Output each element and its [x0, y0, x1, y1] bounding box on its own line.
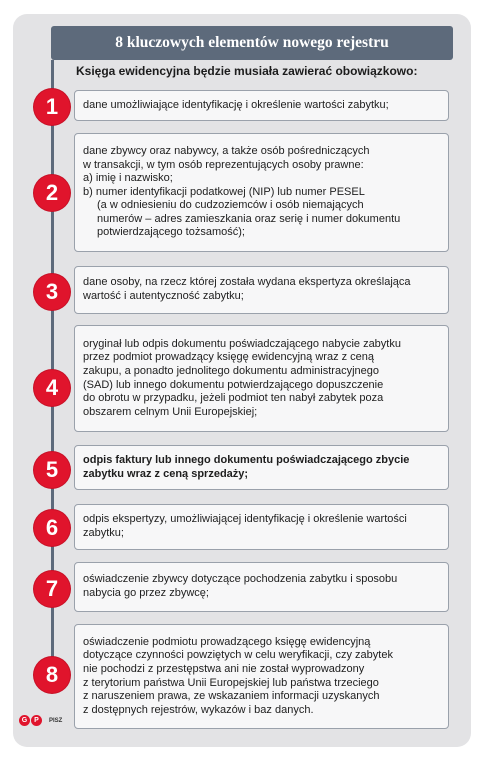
item-text-line: dane osoby, na rzecz której została wydana ekspertyza określająca	[83, 276, 411, 289]
item-number-badge: 4	[34, 370, 70, 406]
item-text-line: dane zbywcy oraz nabywcy, a także osób pośredniczących	[83, 144, 370, 157]
item-text-line: z terytorium państwa Unii Europejskiej lub państwa trzeciego	[83, 676, 379, 689]
item-box-6	[74, 504, 449, 550]
item-box-2	[74, 133, 449, 252]
item-text-line: potwierdzającego tożsamość);	[97, 226, 245, 239]
logo-letter: G	[19, 715, 30, 726]
item-text-line: nabycia go przez zbywcę;	[83, 587, 209, 599]
item-text-line: wartość i autentyczność zabytku;	[83, 290, 244, 302]
item-text-line: a) imię i nazwisko;	[83, 172, 173, 185]
item-number-badge: 7	[34, 571, 70, 607]
item-box-1	[74, 90, 449, 121]
item-text-line: oryginał lub odpis dokumentu poświadczającego nabycie zabytku	[83, 337, 401, 350]
item-number-badge: 1	[34, 89, 70, 125]
item-box-4	[74, 325, 449, 432]
item-text-line: obszarem celnym Unii Europejskiej;	[83, 405, 258, 418]
item-text-line: z dostępnych rejestrów, wykazów i baz danych.	[83, 703, 314, 716]
item-text-line: oświadczenie zbywcy dotyczące pochodzenia zabytku i sposobu	[83, 573, 398, 586]
item-text-line: oświadczenie podmiotu prowadzącego księgę ewidencyjną	[83, 635, 371, 648]
item-number-badge: 5	[34, 452, 70, 488]
page-subtitle: Księga ewidencyjna będzie musiała zawierać obowiązkowo:	[76, 64, 418, 78]
page-title: 8 kluczowych elementów nowego rejestru	[51, 26, 453, 60]
item-text-line: dane umożliwiające identyfikację i określenie wartości zabytku;	[83, 98, 389, 111]
item-text-line: b) numer identyfikacji podatkowej (NIP) lub numer PESEL	[83, 185, 365, 198]
item-number-badge: 3	[34, 274, 70, 310]
item-text-line: numerów – adres zamieszkania oraz serię i numer dokumentu	[97, 212, 401, 225]
item-text-line: dotyczące czynności powziętych w celu weryfikacji, czy zabytek	[83, 649, 393, 662]
item-text-line: nie pochodzi z przestępstwa ani nie został wyprowadzony	[83, 662, 365, 675]
item-number-badge: 2	[34, 175, 70, 211]
item-text-line: (SAD) lub innego dokumentu potwierdzającego dopuszczenie	[83, 378, 384, 391]
item-text-line: z naruszeniem prawa, ze wskazaniem informacji uzyskanych	[83, 690, 380, 703]
item-box-8	[74, 624, 449, 729]
item-text-line: zakupu, a ponadto jednolitego dokumentu administracyjnego	[83, 364, 379, 377]
item-text-line: w transakcji, w tym osób reprezentujących osoby prawne:	[83, 158, 364, 171]
item-text-line: odpis ekspertyzy, umożliwiającej identyfikację i określenie wartości	[83, 513, 407, 526]
item-text-line: odpis faktury lub innego dokumentu poświadczającego zbycie	[83, 453, 410, 466]
item-box-5	[74, 445, 449, 490]
item-text-line: do obrotu w przypadku, jeżeli podmiot ten nabył zabytek poza	[83, 392, 384, 405]
publisher-logo	[19, 715, 62, 726]
item-text-line: zabytku wraz z ceną sprzedaży;	[83, 467, 249, 480]
item-box-7	[74, 562, 449, 612]
logo-letter: P	[31, 715, 42, 726]
item-number-badge: 8	[34, 657, 70, 693]
item-text-line: (a w odniesieniu do cudzoziemców i osób niemających	[97, 199, 364, 212]
item-number-badge: 6	[34, 510, 70, 546]
logo-text: PISZ	[49, 717, 63, 724]
item-text-line: przez podmiot prowadzący księgę ewidencyjną wraz z ceną	[83, 351, 375, 364]
item-text-line: zabytku;	[83, 527, 124, 539]
item-box-3	[74, 266, 449, 314]
